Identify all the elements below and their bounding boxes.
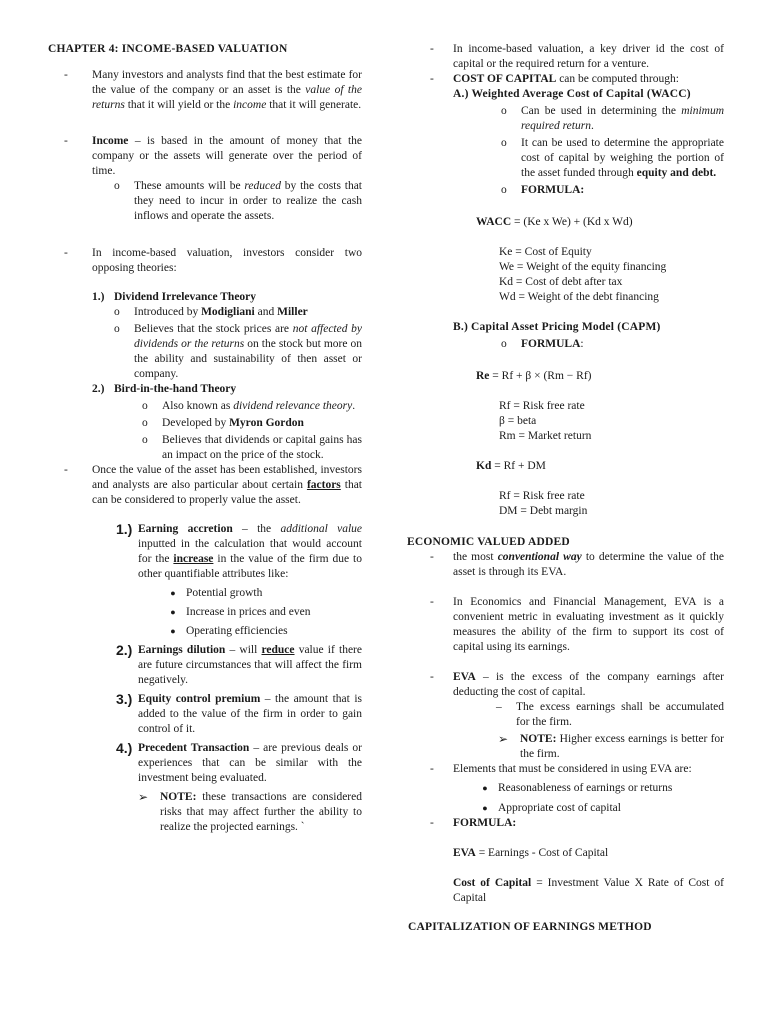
definition: Kd = Cost of debt after tax — [499, 276, 623, 288]
wacc-item: o It can be used to determine the appropriate cost of capital by weighing the portion of the asset funded through equity and debt. — [501, 137, 724, 179]
eva-elements-list — [472, 781, 724, 816]
paragraph-factors-intro: - Once the value of the asset has been established, investors and analysts are also particular about certain factors that can be considered to properly value the asset. — [64, 464, 363, 506]
precedent-note: ➢ NOTE: these transactions are considered risks that may affect further the ability to realize the projected earnings. ` — [138, 790, 362, 833]
list-item: ● Reasonableness of earnings or returns — [482, 782, 673, 794]
theory-1-item: o Believes that the stock prices are not affected by dividends or the returns on the stock but more on the ability and sustainability of then asset or company. — [114, 323, 362, 380]
income-sub-item: o These amounts will be reduced by the costs that they need to incur in order to realize the cash inflows and operate the assets. — [114, 180, 362, 222]
wacc-definitions — [499, 245, 724, 305]
eva-sub-item: – The excess earnings shall be accumulated for the firm. — [496, 701, 724, 728]
right-column — [407, 42, 724, 935]
factor-earning-accretion: 1.) Earning accretion – the additional value inputted in the calculation that would account for the increase in the value of the firm due to other quantifiable attributes like: — [116, 521, 362, 580]
theory-2-item: o Developed by Myron Gordon — [142, 417, 304, 429]
left-column — [48, 42, 362, 835]
list-item: ● Potential growth — [170, 587, 263, 599]
theory-2-item: o Also known as dividend relevance theory. — [142, 400, 356, 412]
wacc-formula: WACC = (Ke x We) + (Kd x Wd) — [476, 216, 633, 228]
definition: Wd = Weight of the debt financing — [499, 291, 659, 303]
arrow-icon: ➢ — [138, 790, 149, 804]
capm-heading: B.) Capital Asset Pricing Model (CAPM) — [453, 321, 661, 333]
definition: β = beta — [499, 415, 537, 427]
capm-formula-label: o FORMULA: — [501, 338, 584, 350]
list-item: ● Operating efficiencies — [170, 625, 288, 637]
theory-1-item: o Introduced by Modigliani and Miller — [114, 306, 308, 318]
paragraph-cost-of-capital-driver: - In income-based valuation, a key driver id the cost of capital or the required return for a venture. — [430, 43, 724, 70]
wacc-heading: A.) Weighted Average Cost of Capital (WACC) — [453, 88, 691, 100]
definition: Ke = Cost of Equity — [499, 246, 592, 258]
kd-definitions — [499, 489, 724, 519]
factor-precedent-transaction: 4.) Precedent Transaction – are previous deals or experiences that can be similar with the investment being evaluated. — [116, 740, 362, 784]
theory-2-item: o Believes that dividends or capital gains has an impact on the price of the stock. — [142, 434, 362, 461]
theory-1-heading: 1.) Dividend Irrelevance Theory — [92, 291, 257, 303]
definition: DM = Debt margin — [499, 505, 588, 517]
paragraph-income-definition: - Income – is based in the amount of money that the company or the assets will generate over the period of time. — [64, 135, 362, 177]
eva-elements: - Elements that must be considered in using EVA are: — [430, 763, 692, 775]
wacc-item: o FORMULA: — [501, 184, 585, 196]
kd-formula: Kd = Rf + DM — [476, 460, 546, 472]
cost-of-capital-formula: Cost of Capital = Investment Value X Rate of Cost of Capital — [453, 877, 724, 904]
accretion-bullet-list — [160, 586, 362, 639]
re-definitions — [499, 399, 724, 444]
factor-earnings-dilution: 2.) Earnings dilution – will reduce value if there are future circumstances that will affect the firm negatively. — [116, 642, 362, 686]
eva-heading: ECONOMIC VALUED ADDED — [407, 536, 570, 548]
theory-2-heading: 2.) Bird-in-the-hand Theory — [92, 383, 237, 395]
factor-equity-control-premium: 3.) Equity control premium – the amount that is added to the value of the firm in order to gain control of it. — [116, 691, 362, 735]
eva-formula-label: - FORMULA: — [430, 817, 517, 829]
list-item: ● Appropriate cost of capital — [482, 802, 621, 814]
chapter-title: CHAPTER 4: INCOME-BASED VALUATION — [48, 43, 288, 55]
paragraph-theories-intro: - In income-based valuation, investors consider two opposing theories: — [64, 247, 362, 274]
paragraph-cost-of-capital: - COST OF CAPITAL can be computed through: — [430, 73, 679, 85]
eva-paragraph: - the most conventional way to determine the value of the asset is through its EVA. — [430, 551, 724, 578]
wacc-item: o Can be used in determining the minimum required return. — [501, 105, 724, 132]
capitalization-heading: CAPITALIZATION OF EARNINGS METHOD — [408, 921, 652, 933]
re-formula: Re = Rf + β × (Rm − Rf) — [476, 370, 592, 382]
list-item: ● Increase in prices and even — [170, 606, 311, 618]
eva-paragraph: - In Economics and Financial Management, EVA is a convenient metric in evaluating investment as it quickly measures the ability of the firm to support its cost of capital using its earnings. — [430, 596, 724, 653]
arrow-icon: ➢ — [498, 732, 509, 746]
eva-note: ➢ NOTE: Higher excess earnings is better for the firm. — [498, 732, 724, 760]
definition: Rf = Risk free rate — [499, 490, 585, 502]
definition: Rm = Market return — [499, 430, 592, 442]
paragraph-valuation-intro: - Many investors and analysts find that the best estimate for the value of the company or an asset is the value of the returns that it will yield or the income that it will generate. — [64, 69, 362, 111]
eva-definition: - EVA – is the excess of the company earnings after deducting the cost of capital. — [430, 671, 724, 698]
definition: Rf = Risk free rate — [499, 400, 585, 412]
eva-formula: EVA = Earnings - Cost of Capital — [453, 847, 609, 859]
definition: We = Weight of the equity financing — [499, 261, 667, 273]
